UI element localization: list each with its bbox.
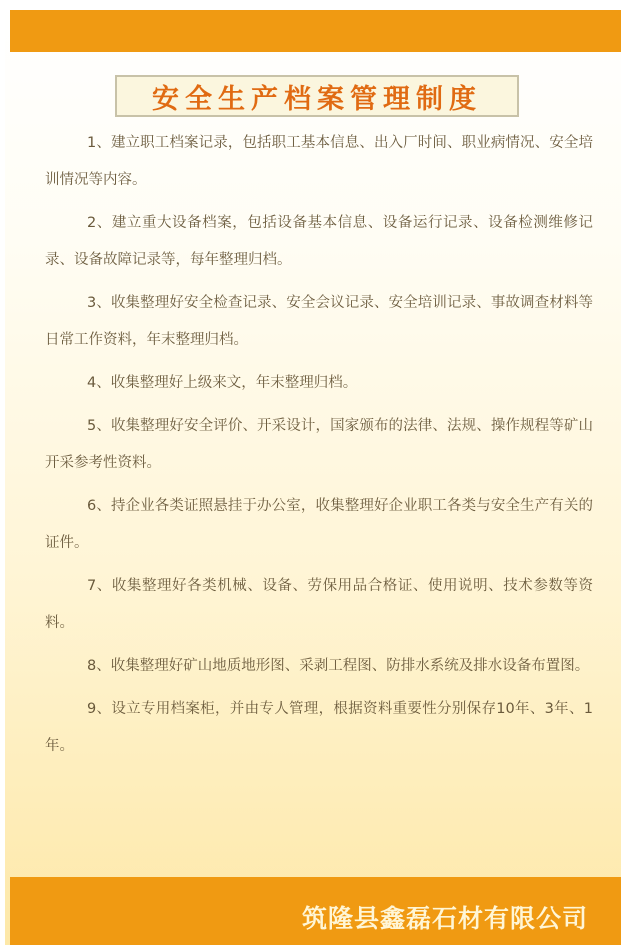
regulation-item-7: 7、收集整理好各类机械、设备、劳保用品合格证、使用说明、技术参数等资料。 [45, 578, 593, 631]
regulation-item-9: 9、设立专用档案柜，并由专人管理，根据资料重要性分别保存10年、3年、1年。 [45, 701, 593, 754]
regulation-list [45, 125, 593, 771]
regulation-item-5: 5、收集整理好安全评价、开采设计，国家颁布的法律、法规、操作规程等矿山开采参考性资料。 [45, 418, 593, 471]
top-orange-band [10, 10, 626, 52]
regulation-item-8: 8、收集整理好矿山地质地形图、采剥工程图、防排水系统及排水设备布置图。 [87, 658, 590, 674]
regulation-item-2: 2、建立重大设备档案，包括设备基本信息、设备运行记录、设备检测维修记录、设备故障记录等，每年整理归档。 [45, 215, 593, 268]
page-title: 安全生产档案管理制度 [152, 83, 482, 115]
company-name: 筑隆县鑫磊石材有限公司 [301, 904, 588, 933]
title-frame [115, 75, 519, 117]
regulation-item-3: 3、收集整理好安全检查记录、安全会议记录、安全培训记录、事故调查材料等日常工作资料，年末整理归档。 [45, 295, 593, 348]
bottom-orange-band [10, 877, 626, 950]
regulation-item-6: 6、持企业各类证照悬挂于办公室，收集整理好企业职工各类与安全生产有关的证件。 [45, 498, 593, 551]
regulation-item-4: 4、收集整理好上级来文，年末整理归档。 [87, 375, 358, 391]
regulation-item-1: 1、建立职工档案记录，包括职工基本信息、出入厂时间、职业病情况、安全培训情况等内容。 [45, 135, 593, 188]
